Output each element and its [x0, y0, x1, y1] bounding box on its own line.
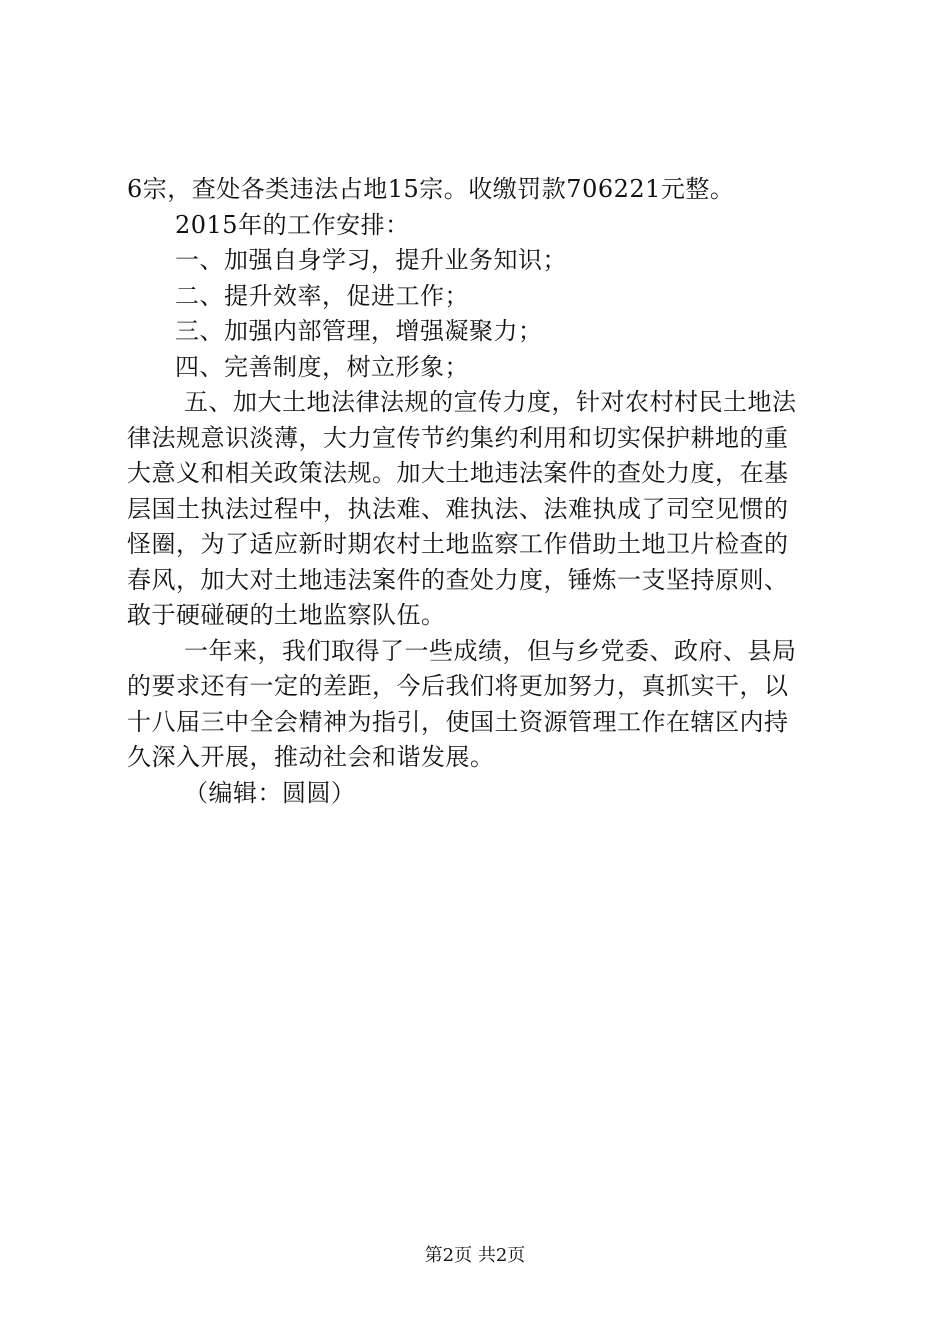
document-body	[127, 172, 833, 811]
text-line: 二、提升效率，促进工作；	[175, 281, 469, 310]
text-line: 敢于硬碰硬的土地监察队伍。	[127, 601, 446, 629]
text-line: 一年来，我们取得了一些成绩，但与乡党委、政府、县局	[184, 636, 797, 665]
text-line: 四、完善制度，树立形象；	[175, 352, 469, 381]
text-line: 怪圈，为了适应新时期农村土地监察工作借助土地卫片检查的	[127, 530, 789, 558]
text-line: 6宗，查处各类违法占地15宗。收缴罚款706221元整。	[127, 175, 735, 203]
page-number: 第2页 共2页	[424, 1245, 526, 1266]
text-line: 十八届三中全会精神为指引，使国土资源管理工作在辖区内持	[127, 707, 789, 736]
text-line: 久深入开展，推动社会和谐发展。	[127, 743, 495, 771]
text-line: 三、加强内部管理，增强凝聚力；	[175, 317, 543, 345]
text-line: 五、加大土地法律法规的宣传力度，针对农村村民土地法	[184, 388, 797, 416]
text-line: 的要求还有一定的差距，今后我们将更加努力，真抓实干，以	[127, 672, 789, 700]
text-line: 春风，加大对土地违法案件的查处力度，锤炼一支坚持原则、	[127, 565, 789, 594]
text-line: 2015年的工作安排：	[175, 210, 410, 239]
text-line: 一、加强自身学习，提升业务知识；	[175, 246, 567, 274]
text-line: 律法规意识淡薄，大力宣传节约集约利用和切实保护耕地的重	[127, 423, 789, 452]
text-line: 大意义和相关政策法规。加大土地违法案件的查处力度，在基	[127, 459, 789, 487]
text-line: 层国土执法过程中，执法难、难执法、法难执成了司空见惯的	[127, 494, 789, 523]
page-footer	[0, 1245, 950, 1267]
editor-note: （编辑：圆圆）	[184, 778, 356, 807]
